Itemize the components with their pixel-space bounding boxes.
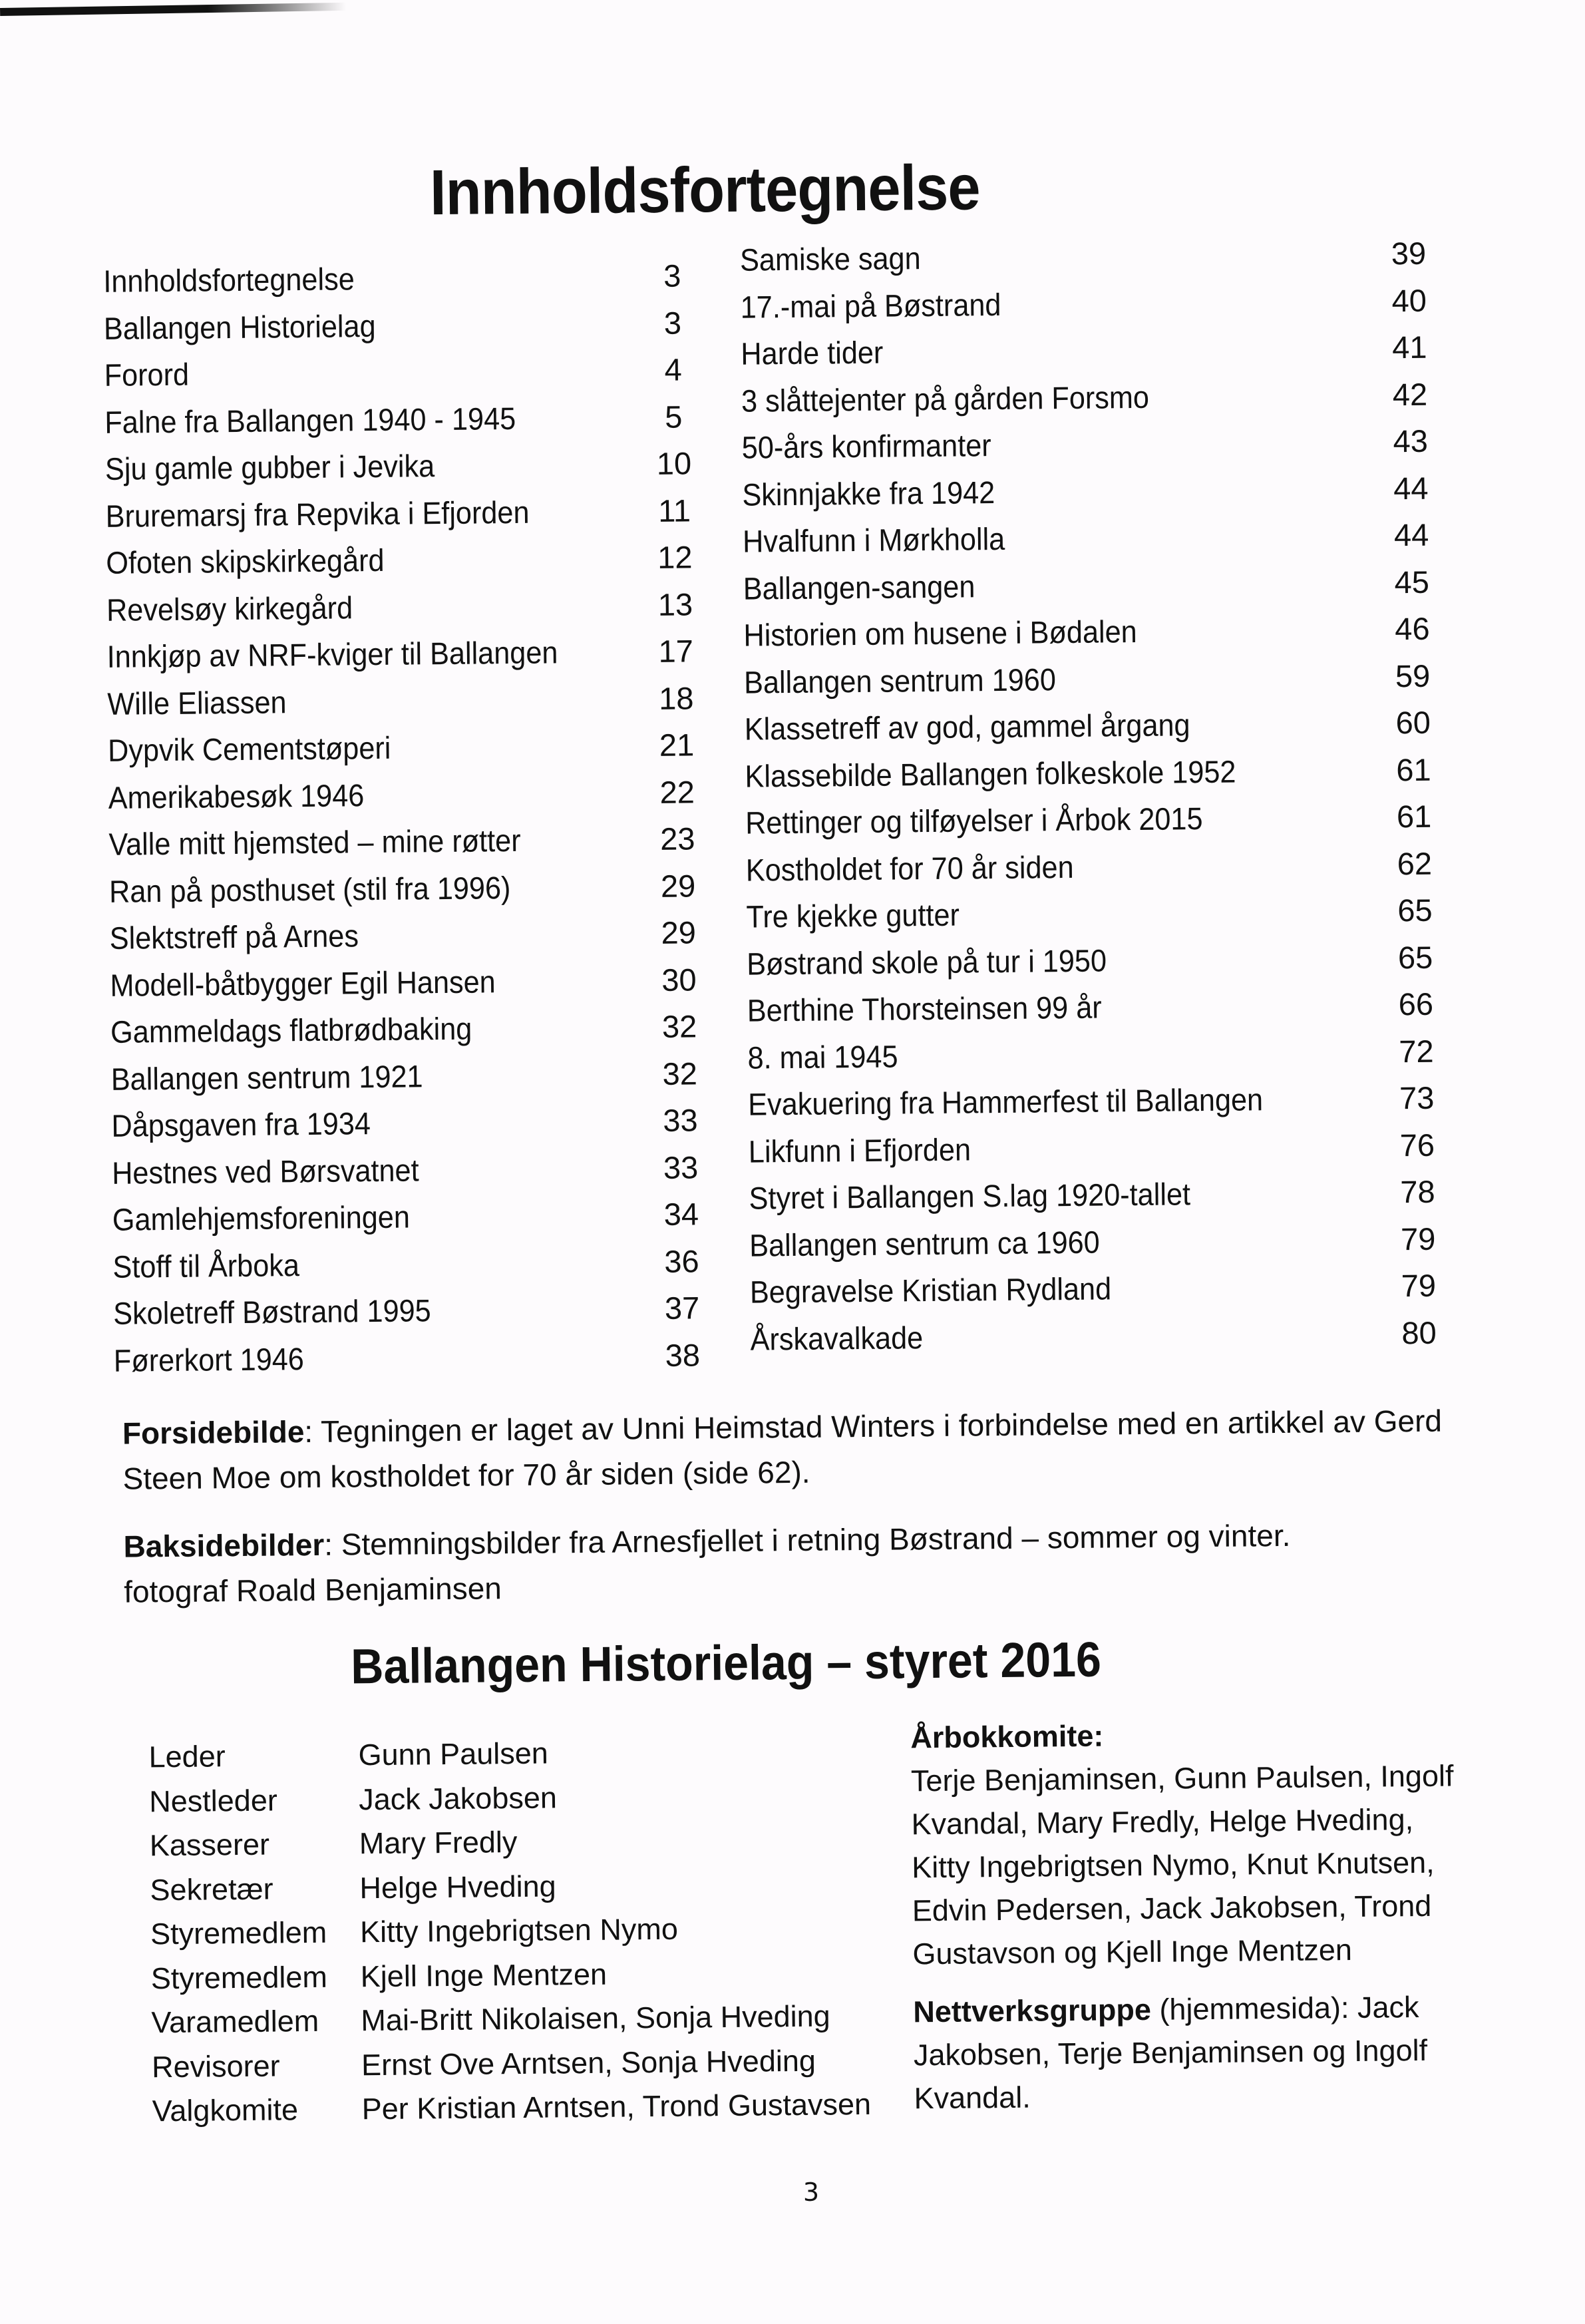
toc-entry [105,445,698,497]
toc-entry [114,1336,707,1389]
toc-entry-page: 59 [1395,658,1431,693]
toc-entry-title: Berthine Thorsteinsen 99 år [747,989,1102,1028]
toc-entry-page: 29 [660,867,696,904]
toc-entry-title: Førerkort 1946 [113,1340,305,1378]
toc-entry-title: Bøstrand skole på tur i 1950 [746,942,1107,982]
toc-entry [740,282,1433,335]
toc-entry-page: 73 [1399,1079,1435,1116]
board-member-row [149,1777,868,1828]
toc-entry-page: 66 [1398,986,1434,1022]
toc-entry-page: 39 [1391,235,1427,272]
toc-entry-title: Revelsøy kirkegård [106,589,353,628]
network-group-members: (hjemmesida): Jack Jakobsen, Terje Benjaminsen og Ingolf Kvandal. [913,1990,1428,2116]
board-member-row [152,2087,871,2138]
toc-entry [743,516,1435,570]
toc-entry-title: Ballangen Historielag [103,307,376,346]
toc-entry-title: Ballangen sentrum 1960 [743,661,1057,700]
toc-entry-page: 40 [1391,282,1427,318]
board-member-name: Per Kristian Arntsen, Trond Gustavsen [361,2086,872,2126]
front-cover-label: Forsidebilde [122,1414,305,1451]
toc-entry [750,1267,1443,1320]
network-group [913,1985,1473,2120]
toc-entry-title: Gammeldags flatbrødbaking [110,1010,472,1050]
toc-entry-page: 36 [664,1243,699,1279]
toc-entry-title: 17.-mai på Bøstrand [740,286,1001,325]
board-member-name: Kitty Ingebrigtsen Nymo [359,1911,679,1949]
toc-entry-title: Ran på posthuset (stil fra 1996) [108,869,511,909]
toc-entry [745,704,1437,757]
board-member-row [151,1999,870,2050]
toc-entry-title: Begravelse Kristian Rydland [749,1270,1112,1310]
toc-entry [109,867,702,920]
toc-entry-title: Skoletreff Bøstrand 1995 [112,1292,431,1331]
toc-entry-title: Slektstreff på Arnes [109,918,359,956]
board-member-name: Helge Hveding [359,1868,556,1905]
toc-entry [111,1055,704,1107]
toc-entry-page: 43 [1393,423,1429,459]
board-role: Revisorer [151,2048,280,2084]
toc-entry-page: 80 [1401,1314,1437,1350]
toc-entry [743,610,1436,664]
board-role: Valgkomite [152,2092,299,2128]
toc-entry-title: Dypvik Cementstøperi [107,729,391,768]
toc-entry [745,751,1437,804]
toc-entry [108,726,701,779]
toc-entry [743,563,1436,616]
toc-entry-title: Ballangen sentrum ca 1960 [749,1224,1100,1263]
toc-entry-page: 11 [657,492,691,528]
board-role: Styremedlem [150,1915,327,1951]
toc-entry-title: Bruremarsj fra Repvika i Efjorden [105,494,530,534]
toc-entry [104,351,697,403]
toc-entry-page: 45 [1394,564,1430,600]
toc-entry [740,235,1433,288]
toc-entry-page: 4 [664,351,682,387]
toc-entry [749,1220,1442,1273]
board-member-name: Kjell Inge Mentzen [360,1957,608,1993]
board-member-name: Mai-Britt Nikolaisen, Sonja Hveding [361,1999,830,2038]
back-cover-label: Baksidebilder [123,1527,325,1564]
board-role: Varamedlem [151,2003,319,2040]
toc-entry-title: Samiske sagn [739,240,921,278]
toc-entry [747,938,1439,992]
toc-entry-page: 38 [665,1336,701,1373]
toc-entry-title: Modell-båtbygger Egil Hansen [110,963,496,1003]
toc-entry-page: 21 [659,727,695,763]
board-member-row [150,1910,870,1961]
toc-entry-page: 23 [659,821,695,857]
toc-entry [106,538,699,591]
toc-entry-title: Historien om husene i Bødalen [743,613,1137,653]
toc-entry [103,257,696,309]
toc-entry-page: 30 [661,961,697,998]
back-cover-text: : Stemningsbilder fra Arnesfjellet i retning Bøstrand – sommer og vinter. [323,1517,1291,1562]
board-member-name: Mary Fredly [359,1825,518,1861]
toc-entry-page: 65 [1397,939,1433,975]
toc-entry-page: 17 [658,633,694,669]
toc-entry-title: Klassetreff av god, gammel årgang [744,707,1190,747]
toc-entry-page: 44 [1393,470,1429,506]
toc-entry-page: 61 [1396,798,1432,835]
toc-entry-page: 79 [1401,1267,1437,1304]
toc-entry-title: 3 slåttejenter på gården Forsmo [741,379,1150,419]
board-role: Leder [148,1739,226,1774]
board-member-row [152,2042,871,2094]
toc-entry [742,469,1435,522]
toc-entry [106,632,699,685]
toc-entry-title: Årskavalkade [750,1319,924,1357]
toc-entry [741,329,1433,382]
toc-entry-page: 5 [664,399,683,435]
toc-entry-page: 61 [1396,751,1431,787]
toc-entry-title: Stoff til Årboka [112,1247,300,1284]
toc-entry [104,304,697,357]
toc-entry-title: Styret i Ballangen S.lag 1920-tallet [749,1176,1191,1216]
board-member-name: Jack Jakobsen [358,1780,558,1816]
toc-entry [110,914,703,966]
toc-entry-page: 3 [663,305,682,341]
toc-right-column [740,235,1443,1368]
page-number: 3 [802,2177,820,2207]
toc-entry [749,1173,1441,1227]
network-group-heading: Nettverksgruppe [913,1992,1152,2029]
toc-entry [110,961,703,1014]
board-member-row [148,1733,868,1784]
toc-entry [747,1032,1440,1085]
back-cover-credit: fotograf Roald Benjaminsen [123,1571,502,1609]
toc-entry-title: Hvalfunn i Mørkholla [742,520,1005,559]
toc-entry-title: Likfunn i Efjorden [748,1131,971,1169]
toc-entry-page: 46 [1395,610,1430,647]
toc-entry-page: 32 [662,1055,698,1091]
toc-entry-title: Ballangen-sangen [743,568,975,606]
toc-entry-page: 13 [657,586,693,622]
toc-left-column [103,257,706,1388]
front-cover-caption [122,1398,1454,1501]
toc-entry-page: 10 [656,445,692,481]
toc-entry [108,820,701,872]
toc-entry-title: Wille Eliassen [107,683,287,721]
toc-entry [108,773,701,826]
back-cover-caption [123,1511,1455,1614]
toc-entry-page: 18 [658,679,694,716]
toc-entry-page: 33 [663,1149,699,1185]
board-member-row [150,1822,869,1873]
toc-entry-page: 12 [657,539,693,575]
toc-entry [105,492,698,544]
toc-entry-page: 33 [663,1102,698,1138]
board-member-row [151,1954,870,2005]
toc-entry [746,845,1439,898]
toc-entry [111,1101,704,1154]
toc-entry-title: Skinnjakke fra 1942 [742,474,995,512]
page-title: Innholdsfortegnelse [429,152,981,229]
toc-entry [741,375,1434,429]
toc-entry-page: 22 [659,773,695,810]
toc-entry-title: Valle mitt hjemsted – mine røtter [108,822,521,862]
toc-entry [113,1289,706,1342]
toc-entry-title: Hestnes ved Børsvatnet [111,1151,419,1191]
toc-entry-page: 41 [1391,329,1427,365]
toc-entry-title: Tre kjekke gutter [746,896,960,934]
cover-captions [122,1398,1455,1614]
toc-entry [112,1243,705,1295]
yearbook-committee-heading: Årbokkomite: [910,1718,1104,1755]
toc-entry [744,657,1437,710]
toc-entry-title: Rettinger og tilføyelser i Årbok 2015 [745,801,1203,841]
toc-entry-title: Forord [104,356,190,393]
toc-entry [748,1079,1441,1133]
board-role: Sekretær [150,1871,273,1907]
toc-entry-title: Klassebilde Ballangen folkeskole 1952 [745,753,1236,794]
board-members [148,1733,871,2138]
board-role: Nestleder [148,1782,278,1818]
toc-entry [112,1195,705,1248]
board-member-name: Gunn Paulsen [358,1736,549,1772]
toc-entry-page: 62 [1397,845,1433,881]
toc-entry [107,679,700,732]
toc-entry-title: Kostholdet for 70 år siden [745,849,1074,888]
toc-entry [747,986,1440,1039]
toc-entry [110,1008,703,1060]
toc-entry-page: 79 [1400,1221,1436,1257]
toc-entry-page: 44 [1393,516,1429,553]
toc-entry-title: Innkjøp av NRF-kviger til Ballangen [106,634,558,674]
toc-entry-page: 37 [664,1290,700,1326]
toc-entry [741,423,1434,476]
board-role: Kasserer [149,1827,270,1863]
toc-entry-title: 50-års konfirmanter [741,427,991,465]
board-role: Styremedlem [150,1959,328,1995]
toc-entry-page: 32 [661,1008,697,1044]
board-title: Ballangen Historielag – styret 2016 [350,1631,1102,1694]
board-member-name: Ernst Ove Arntsen, Sonja Hveding [361,2043,816,2082]
toc-entry-page: 65 [1397,892,1433,928]
toc-entry-page: 34 [663,1196,699,1232]
toc-entry-page: 76 [1399,1127,1435,1163]
toc-entry-title: Innholdsfortegnelse [103,261,355,299]
yearbook-committee [910,1710,1472,1975]
toc-entry-title: Dåpsgaven fra 1934 [111,1105,371,1143]
toc-entry-page: 29 [661,914,697,950]
toc-entry-page: 72 [1399,1033,1434,1069]
toc-entry-title: Amerikabesøk 1946 [108,777,365,815]
toc-entry-page: 42 [1392,376,1428,412]
toc-entry [745,798,1438,851]
toc-entry-title: Evakuering fra Hammerfest til Ballangen [747,1081,1264,1122]
toc-entry-title: Harde tider [741,334,884,371]
toc-entry-title: Falne fra Ballangen 1940 - 1945 [104,400,516,440]
toc-entry-title: Gamlehjemsforeningen [112,1199,411,1237]
toc-entry [104,398,697,451]
toc-entry-title: Sju gamle gubber i Jevika [104,448,435,486]
toc-entry [749,1126,1441,1179]
yearbook-committee-members: Terje Benjaminsen, Gunn Paulsen, Ingolf Kvandal, Mary Fredly, Helge Hveding, Kitty Ingebrigtsen Nymo, Knut Knutsen, Edvin Pedersen, Jack Jakobsen, Trond Gustavson og Kjell Inge Mentzen [910,1758,1454,1971]
committees [910,1710,1473,2134]
toc-entry-page: 3 [663,258,681,293]
front-cover-text: : Tegningen er laget av Unni Heimstad Winters i forbindelse med en artikkel av Gerd Steen Moe om kostholdet for 70 år siden (side 62). [122,1403,1443,1496]
toc-entry [750,1314,1443,1367]
toc-entry-title: Ofoten skipskirkegård [106,542,385,580]
toc-entry-page: 78 [1400,1173,1435,1210]
toc-entry [746,892,1439,945]
toc-entry [112,1149,705,1201]
toc-entry-title: 8. mai 1945 [747,1038,898,1075]
toc-entry-page: 60 [1395,704,1431,741]
board-member-row [150,1865,869,1917]
toc-entry-title: Ballangen sentrum 1921 [110,1058,423,1097]
toc-entry [106,586,699,638]
